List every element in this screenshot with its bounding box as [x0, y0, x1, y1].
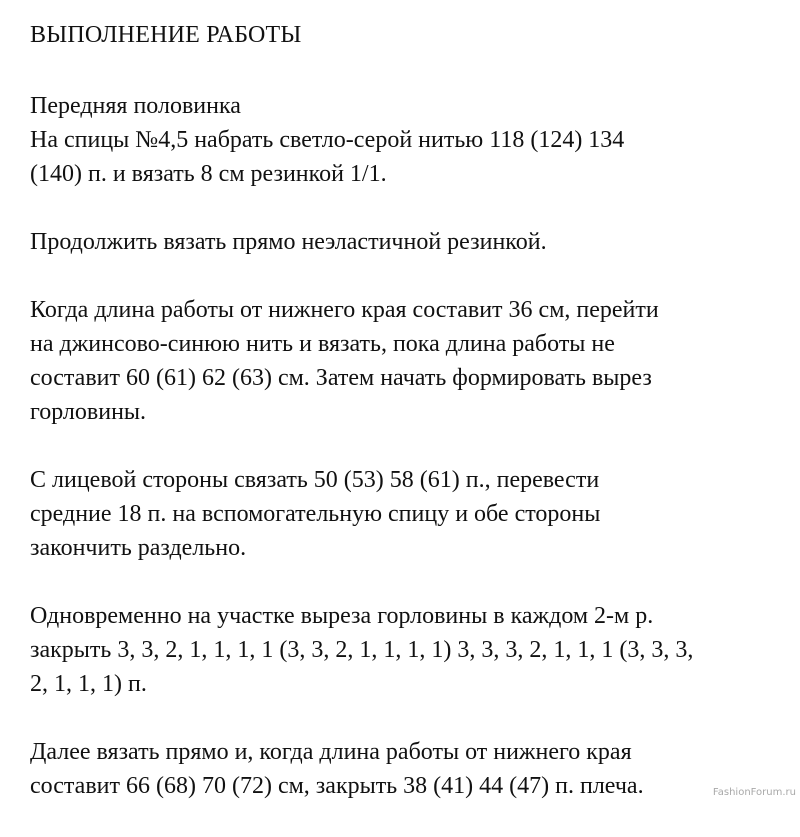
text-line: Продолжить вязать прямо неэластичной резинкой. — [30, 229, 547, 255]
paragraph-switch-yarn — [30, 293, 790, 429]
text-line: закончить раздельно. — [30, 535, 247, 561]
text-line: Когда длина работы от нижнего края составит 36 см, перейти — [30, 297, 659, 323]
paragraph-split-sides — [30, 463, 790, 565]
text-line: 2, 1, 1, 1) п. — [30, 671, 147, 697]
text-line: горловины. — [30, 399, 147, 425]
paragraph-shoulder-bindoff — [30, 735, 790, 803]
text-line: Одновременно на участке выреза горловины в каждом 2-м р. — [30, 603, 654, 629]
text-line: составит 60 (61) 62 (63) см. Затем начать формировать вырез — [30, 365, 652, 391]
text-line: составит 66 (68) 70 (72) см, закрыть 38 (41) 44 (47) п. плеча. — [30, 773, 644, 799]
text-line: средние 18 п. на вспомогательную спицу и обе стороны — [30, 501, 601, 527]
document-page — [30, 18, 790, 837]
paragraph-front-half — [30, 89, 790, 191]
text-line: на джинсово-синюю нить и вязать, пока длина работы не — [30, 331, 615, 357]
text-line: (140) п. и вязать 8 см резинкой 1/1. — [30, 161, 387, 187]
document-heading: ВЫПОЛНЕНИЕ РАБОТЫ — [30, 22, 302, 48]
text-line: Далее вязать прямо и, когда длина работы от нижнего края — [30, 739, 632, 765]
paragraph-continue — [30, 225, 790, 259]
subheading-front-half: Передняя половинка — [30, 93, 241, 119]
text-line: С лицевой стороны связать 50 (53) 58 (61) п., перевести — [30, 467, 600, 493]
text-line: На спицы №4,5 набрать светло-серой нитью 118 (124) 134 — [30, 127, 625, 153]
site-watermark: FashionForum.ru — [712, 787, 796, 798]
text-line: закрыть 3, 3, 2, 1, 1, 1, 1 (3, 3, 2, 1, 1, 1, 1) 3, 3, 3, 2, 1, 1, 1 (3, 3, 3, — [30, 637, 694, 663]
paragraph-neckline-decreases — [30, 599, 790, 701]
